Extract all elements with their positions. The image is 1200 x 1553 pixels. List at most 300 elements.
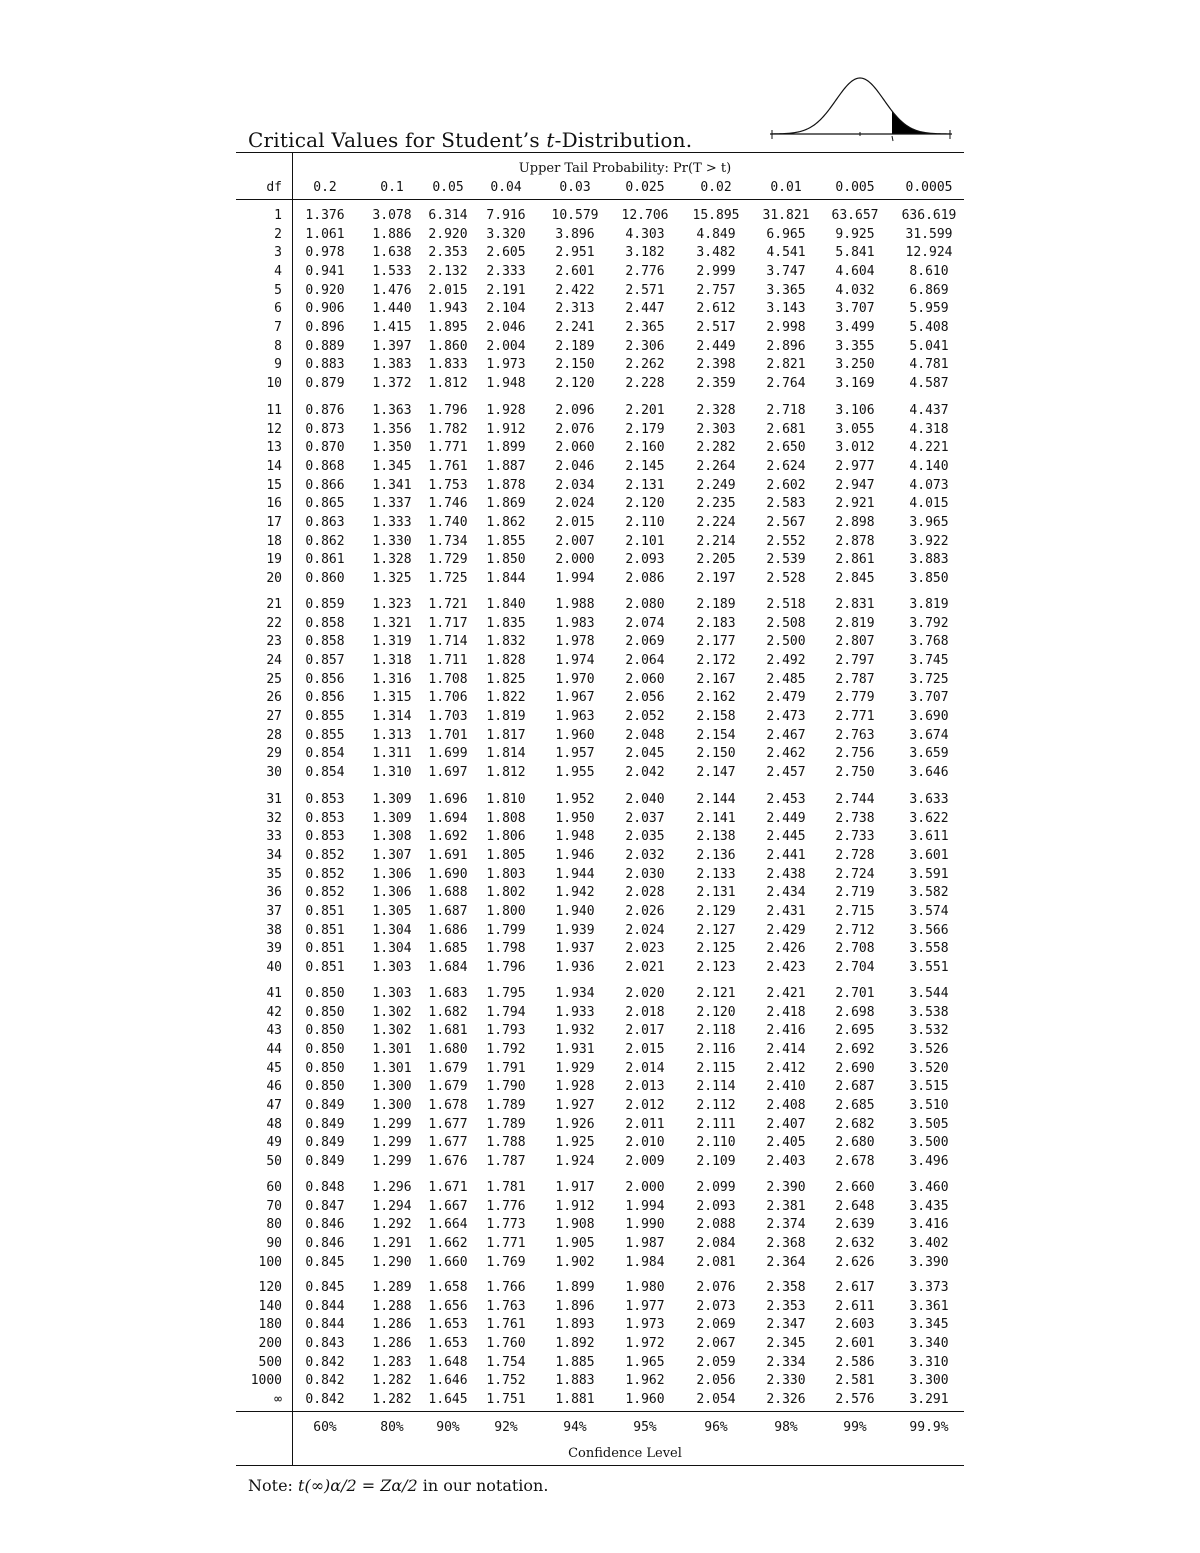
critical-value: 1.476	[372, 282, 412, 298]
critical-value: 1.803	[486, 866, 526, 882]
critical-value: 1.967	[555, 690, 595, 706]
critical-value: 1.288	[372, 1298, 412, 1314]
critical-value: 1.808	[486, 810, 526, 826]
critical-value: 2.154	[696, 727, 736, 743]
critical-value: 3.538	[909, 1004, 949, 1020]
critical-value: 1.960	[555, 727, 595, 743]
df-value: 42	[266, 1004, 282, 1020]
critical-value: 2.381	[766, 1198, 806, 1214]
critical-value: 1.751	[486, 1391, 526, 1407]
critical-value: 0.851	[305, 941, 345, 957]
critical-value: 0.850	[305, 1004, 345, 1020]
df-value: 28	[266, 727, 282, 743]
df-value: 13	[266, 440, 282, 456]
critical-value: 1.677	[428, 1116, 468, 1132]
df-value: 5	[274, 282, 282, 298]
critical-value: 1.931	[555, 1041, 595, 1057]
df-value: 8	[274, 338, 282, 354]
df-value: 32	[266, 810, 282, 826]
critical-value: 1.796	[428, 403, 468, 418]
critical-value: 4.781	[909, 357, 949, 373]
df-value: 12	[266, 421, 282, 437]
critical-value: 2.249	[696, 477, 736, 493]
df-value: 4	[274, 263, 282, 279]
critical-value: 2.920	[428, 226, 468, 242]
df-value: 7	[274, 319, 282, 335]
critical-value: 2.101	[625, 533, 665, 549]
critical-value: 2.779	[835, 690, 875, 706]
critical-value: 3.566	[909, 922, 949, 938]
confidence-level-value: 99.9%	[909, 1420, 949, 1435]
critical-value: 1.290	[372, 1254, 412, 1270]
critical-value: 2.787	[835, 671, 875, 687]
critical-value: 0.849	[305, 1153, 345, 1169]
critical-value: 1.943	[428, 301, 468, 317]
critical-value: 1.752	[486, 1373, 526, 1389]
critical-value: 2.073	[696, 1298, 736, 1314]
critical-value: 1.300	[372, 1097, 412, 1113]
critical-value: 1.711	[428, 652, 468, 668]
critical-value: 2.189	[696, 597, 736, 612]
critical-value: 1.753	[428, 477, 468, 493]
critical-value: 3.499	[835, 319, 875, 335]
critical-value: 1.948	[486, 375, 526, 391]
critical-value: 2.109	[696, 1153, 736, 1169]
critical-value: 3.250	[835, 357, 875, 373]
critical-value: 1.356	[372, 421, 412, 437]
critical-value: 0.873	[305, 421, 345, 437]
critical-value: 2.756	[835, 746, 875, 762]
critical-value: 1.286	[372, 1335, 412, 1351]
critical-value: 2.110	[696, 1135, 736, 1151]
critical-value: 2.046	[555, 458, 595, 474]
critical-value: 2.831	[835, 597, 875, 612]
critical-value: 2.131	[696, 885, 736, 901]
critical-value: 1.860	[428, 338, 468, 354]
df-value: 46	[266, 1079, 282, 1095]
critical-value: 2.398	[696, 357, 736, 373]
critical-value: 1.994	[555, 570, 595, 586]
df-value: 2	[274, 226, 282, 242]
critical-value: 2.162	[696, 690, 736, 706]
critical-value: 0.896	[305, 319, 345, 335]
critical-value: 2.264	[696, 458, 736, 474]
critical-value: 1.892	[555, 1335, 595, 1351]
critical-value: 1.822	[486, 690, 526, 706]
critical-value: 2.750	[835, 764, 875, 780]
critical-value: 1.812	[486, 764, 526, 780]
critical-value: 3.792	[909, 615, 949, 631]
critical-value: 1.963	[555, 708, 595, 724]
critical-value: 2.552	[766, 533, 806, 549]
critical-value: 3.745	[909, 652, 949, 668]
critical-value: 0.876	[305, 403, 345, 418]
df-value: 22	[266, 615, 282, 631]
df-value: 15	[266, 477, 282, 493]
critical-value: 1.638	[372, 245, 412, 261]
critical-value: 2.602	[766, 477, 806, 493]
critical-value: 1.802	[486, 885, 526, 901]
critical-value: 2.069	[696, 1317, 736, 1333]
critical-value: 3.355	[835, 338, 875, 354]
critical-value: 1.944	[555, 866, 595, 882]
critical-value: 1.734	[428, 533, 468, 549]
critical-value: 3.320	[486, 226, 526, 242]
critical-value: 0.978	[305, 245, 345, 261]
critical-value: 2.698	[835, 1004, 875, 1020]
critical-value: 2.422	[555, 282, 595, 298]
critical-value: 2.014	[625, 1060, 665, 1076]
critical-value: 2.158	[696, 708, 736, 724]
critical-value: 3.646	[909, 764, 949, 780]
critical-value: 2.660	[835, 1180, 875, 1195]
critical-value: 1.714	[428, 634, 468, 650]
critical-value: 1.988	[555, 597, 595, 612]
critical-value: 0.856	[305, 690, 345, 706]
critical-value: 0.854	[305, 764, 345, 780]
critical-value: 3.768	[909, 634, 949, 650]
critical-value: 0.844	[305, 1317, 345, 1333]
critical-value: 1.289	[372, 1280, 412, 1295]
critical-value: 2.123	[696, 959, 736, 975]
critical-value: 1.345	[372, 458, 412, 474]
df-value: 21	[266, 597, 282, 612]
critical-value: 2.421	[766, 986, 806, 1001]
critical-value: 1.793	[486, 1023, 526, 1039]
critical-value: 1.671	[428, 1180, 468, 1195]
critical-value: 1.763	[486, 1298, 526, 1314]
critical-value: 1.789	[486, 1116, 526, 1132]
critical-value: 1.350	[372, 440, 412, 456]
critical-value: 2.046	[486, 319, 526, 335]
critical-value: 1.833	[428, 357, 468, 373]
critical-value: 1.341	[372, 477, 412, 493]
critical-value: 3.402	[909, 1235, 949, 1251]
critical-value: 2.690	[835, 1060, 875, 1076]
critical-value: 1.282	[372, 1373, 412, 1389]
critical-value: 1.899	[486, 440, 526, 456]
df-value: 29	[266, 746, 282, 762]
critical-value: 0.861	[305, 552, 345, 568]
df-value: 20	[266, 570, 282, 586]
critical-value: 1.667	[428, 1198, 468, 1214]
critical-value: 3.373	[909, 1280, 949, 1295]
df-value: 49	[266, 1135, 282, 1151]
critical-value: 1.309	[372, 810, 412, 826]
critical-value: 2.441	[766, 847, 806, 863]
critical-value: 1.682	[428, 1004, 468, 1020]
critical-value: 2.999	[696, 263, 736, 279]
critical-value: 1.296	[372, 1180, 412, 1195]
df-value: 180	[258, 1317, 282, 1333]
critical-value: 1.708	[428, 671, 468, 687]
critical-value: 2.056	[625, 690, 665, 706]
critical-value: 1.950	[555, 810, 595, 826]
critical-value: 1.691	[428, 847, 468, 863]
critical-value: 2.114	[696, 1079, 736, 1095]
confidence-level-value: 99%	[843, 1420, 867, 1435]
critical-value: 2.228	[625, 375, 665, 391]
df-value: 45	[266, 1060, 282, 1076]
critical-value: 2.076	[696, 1280, 736, 1295]
critical-value: 3.965	[909, 514, 949, 530]
critical-value: 2.096	[555, 403, 595, 418]
critical-value: 2.418	[766, 1004, 806, 1020]
critical-value: 0.850	[305, 1060, 345, 1076]
df-value: 23	[266, 634, 282, 650]
critical-value: 1.415	[372, 319, 412, 335]
critical-value: 2.359	[696, 375, 736, 391]
df-value: 26	[266, 690, 282, 706]
critical-value: 2.692	[835, 1041, 875, 1057]
df-value: 24	[266, 652, 282, 668]
critical-value: 4.032	[835, 282, 875, 298]
critical-value: 2.214	[696, 533, 736, 549]
critical-value: 2.060	[625, 671, 665, 687]
probability-header: 0.025	[625, 180, 665, 195]
footnote: Note: t(∞)α/2 = Zα/2 in our notation.	[248, 1476, 549, 1495]
critical-value: 1.315	[372, 690, 412, 706]
critical-value: 1.960	[625, 1391, 665, 1407]
df-value: 19	[266, 552, 282, 568]
critical-value: 12.706	[621, 208, 669, 223]
critical-value: 1.303	[372, 986, 412, 1001]
critical-value: 2.639	[835, 1217, 875, 1233]
critical-value: 2.032	[625, 847, 665, 863]
critical-value: 2.127	[696, 922, 736, 938]
critical-value: 2.129	[696, 903, 736, 919]
df-value: 60	[266, 1180, 282, 1195]
critical-value: 0.862	[305, 533, 345, 549]
critical-value: 4.587	[909, 375, 949, 391]
critical-value: 2.054	[696, 1391, 736, 1407]
critical-value: 2.719	[835, 885, 875, 901]
critical-value: 1.314	[372, 708, 412, 724]
critical-value: 2.313	[555, 301, 595, 317]
critical-value: 1.717	[428, 615, 468, 631]
critical-value: 2.009	[625, 1153, 665, 1169]
critical-value: 1.656	[428, 1298, 468, 1314]
critical-value: 2.040	[625, 792, 665, 807]
critical-value: 3.601	[909, 847, 949, 863]
critical-value: 2.056	[696, 1373, 736, 1389]
critical-value: 1.690	[428, 866, 468, 882]
critical-value: 2.776	[625, 263, 665, 279]
critical-value: 1.984	[625, 1254, 665, 1270]
table-bottom-rule	[236, 1465, 964, 1466]
critical-value: 1.662	[428, 1235, 468, 1251]
critical-value: 1.376	[305, 208, 345, 223]
critical-value: 2.479	[766, 690, 806, 706]
critical-value: 2.059	[696, 1354, 736, 1370]
critical-value: 1.679	[428, 1079, 468, 1095]
critical-value: 3.460	[909, 1180, 949, 1195]
critical-value: 0.850	[305, 1079, 345, 1095]
critical-value: 2.110	[625, 514, 665, 530]
critical-value: 2.104	[486, 301, 526, 317]
critical-value: 1.771	[486, 1235, 526, 1251]
critical-value: 10.579	[551, 208, 599, 223]
critical-value: 2.353	[428, 245, 468, 261]
critical-value: 1.301	[372, 1060, 412, 1076]
critical-value: 0.851	[305, 903, 345, 919]
critical-value: 2.262	[625, 357, 665, 373]
critical-value: 1.869	[486, 496, 526, 512]
critical-value: 1.899	[555, 1280, 595, 1295]
critical-value: 1.928	[555, 1079, 595, 1095]
critical-value: 1.740	[428, 514, 468, 530]
critical-value: 1.692	[428, 829, 468, 845]
critical-value: 3.659	[909, 746, 949, 762]
df-value: 1000	[250, 1373, 282, 1389]
critical-value: 2.576	[835, 1391, 875, 1407]
critical-value: 1.646	[428, 1373, 468, 1389]
critical-value: 2.738	[835, 810, 875, 826]
critical-value: 2.518	[766, 597, 806, 612]
critical-value: 1.781	[486, 1180, 526, 1195]
bell-curve-line	[772, 78, 950, 134]
critical-value: 1.533	[372, 263, 412, 279]
critical-value: 0.866	[305, 477, 345, 493]
critical-value: 2.680	[835, 1135, 875, 1151]
critical-value: 3.819	[909, 597, 949, 612]
critical-value: 2.763	[835, 727, 875, 743]
critical-value: 2.681	[766, 421, 806, 437]
critical-value: 1.887	[486, 458, 526, 474]
critical-value: 1.825	[486, 671, 526, 687]
critical-value: 1.304	[372, 941, 412, 957]
critical-value: 3.416	[909, 1217, 949, 1233]
critical-value: 15.895	[692, 208, 740, 223]
critical-value: 2.797	[835, 652, 875, 668]
critical-value: 4.604	[835, 263, 875, 279]
critical-value: 0.856	[305, 671, 345, 687]
critical-value: 5.041	[909, 338, 949, 354]
critical-value: 1.974	[555, 652, 595, 668]
probability-header: 0.0005	[905, 180, 953, 195]
critical-value: 5.959	[909, 301, 949, 317]
critical-value: 1.306	[372, 885, 412, 901]
df-value: 90	[266, 1235, 282, 1251]
critical-value: 0.846	[305, 1235, 345, 1251]
critical-value: 0.849	[305, 1116, 345, 1132]
critical-value: 1.061	[305, 226, 345, 242]
critical-value: 2.586	[835, 1354, 875, 1370]
critical-value: 2.449	[766, 810, 806, 826]
critical-value: 1.304	[372, 922, 412, 938]
critical-value: 2.581	[835, 1373, 875, 1389]
confidence-level-value: 90%	[436, 1420, 460, 1435]
critical-value: 1.828	[486, 652, 526, 668]
critical-value: 2.426	[766, 941, 806, 957]
df-value: 35	[266, 866, 282, 882]
critical-value: 3.340	[909, 1335, 949, 1351]
critical-value: 1.792	[486, 1041, 526, 1057]
critical-value: 2.241	[555, 319, 595, 335]
critical-value: 2.715	[835, 903, 875, 919]
critical-value: 1.308	[372, 829, 412, 845]
critical-value: 2.485	[766, 671, 806, 687]
critical-value: 3.544	[909, 986, 949, 1001]
critical-value: 3.707	[835, 301, 875, 317]
critical-value: 1.940	[555, 903, 595, 919]
critical-value: 1.862	[486, 514, 526, 530]
critical-value: 0.853	[305, 810, 345, 826]
critical-value: 3.012	[835, 440, 875, 456]
df-value: 80	[266, 1217, 282, 1233]
df-value: 500	[258, 1354, 282, 1370]
critical-value: 2.074	[625, 615, 665, 631]
critical-value: 1.957	[555, 746, 595, 762]
critical-value: 3.291	[909, 1391, 949, 1407]
critical-value: 1.703	[428, 708, 468, 724]
critical-value: 1.973	[486, 357, 526, 373]
critical-value: 2.951	[555, 245, 595, 261]
critical-value: 1.794	[486, 1004, 526, 1020]
critical-value: 0.868	[305, 458, 345, 474]
critical-value: 3.633	[909, 792, 949, 807]
df-value: 70	[266, 1198, 282, 1214]
critical-value: 1.929	[555, 1060, 595, 1076]
critical-value: 1.799	[486, 922, 526, 938]
critical-value: 2.473	[766, 708, 806, 724]
critical-value: 2.004	[486, 338, 526, 354]
critical-value: 1.680	[428, 1041, 468, 1057]
critical-value: 3.591	[909, 866, 949, 882]
critical-value: 3.922	[909, 533, 949, 549]
critical-value: 2.034	[555, 477, 595, 493]
critical-value: 4.303	[625, 226, 665, 242]
critical-value: 2.183	[696, 615, 736, 631]
critical-value: 3.896	[555, 226, 595, 242]
df-value: 36	[266, 885, 282, 901]
critical-value: 1.782	[428, 421, 468, 437]
critical-value: 1.729	[428, 552, 468, 568]
critical-value: 0.849	[305, 1097, 345, 1113]
critical-value: 1.855	[486, 533, 526, 549]
critical-value: 2.583	[766, 496, 806, 512]
critical-value: 1.973	[625, 1317, 665, 1333]
critical-value: 1.300	[372, 1079, 412, 1095]
critical-value: 2.030	[625, 866, 665, 882]
critical-value: 2.326	[766, 1391, 806, 1407]
critical-value: 2.449	[696, 338, 736, 354]
critical-value: 3.582	[909, 885, 949, 901]
df-value: 43	[266, 1023, 282, 1039]
critical-value: 2.632	[835, 1235, 875, 1251]
critical-value: 2.861	[835, 552, 875, 568]
critical-value: 6.314	[428, 208, 468, 223]
critical-value: 0.847	[305, 1198, 345, 1214]
critical-value: 2.120	[696, 1004, 736, 1020]
critical-value: 3.435	[909, 1198, 949, 1214]
critical-value: 0.850	[305, 1023, 345, 1039]
critical-value: 2.021	[625, 959, 665, 975]
critical-value: 1.697	[428, 764, 468, 780]
critical-value: 2.037	[625, 810, 665, 826]
df-value: 34	[266, 847, 282, 863]
critical-value: 2.334	[766, 1354, 806, 1370]
critical-value: 2.013	[625, 1079, 665, 1095]
df-value: 11	[266, 403, 282, 418]
critical-value: 0.852	[305, 847, 345, 863]
critical-value: 0.857	[305, 652, 345, 668]
critical-value: 2.024	[555, 496, 595, 512]
critical-value: 31.599	[905, 226, 953, 242]
critical-value: 2.650	[766, 440, 806, 456]
df-value: 47	[266, 1097, 282, 1113]
critical-value: 1.397	[372, 338, 412, 354]
